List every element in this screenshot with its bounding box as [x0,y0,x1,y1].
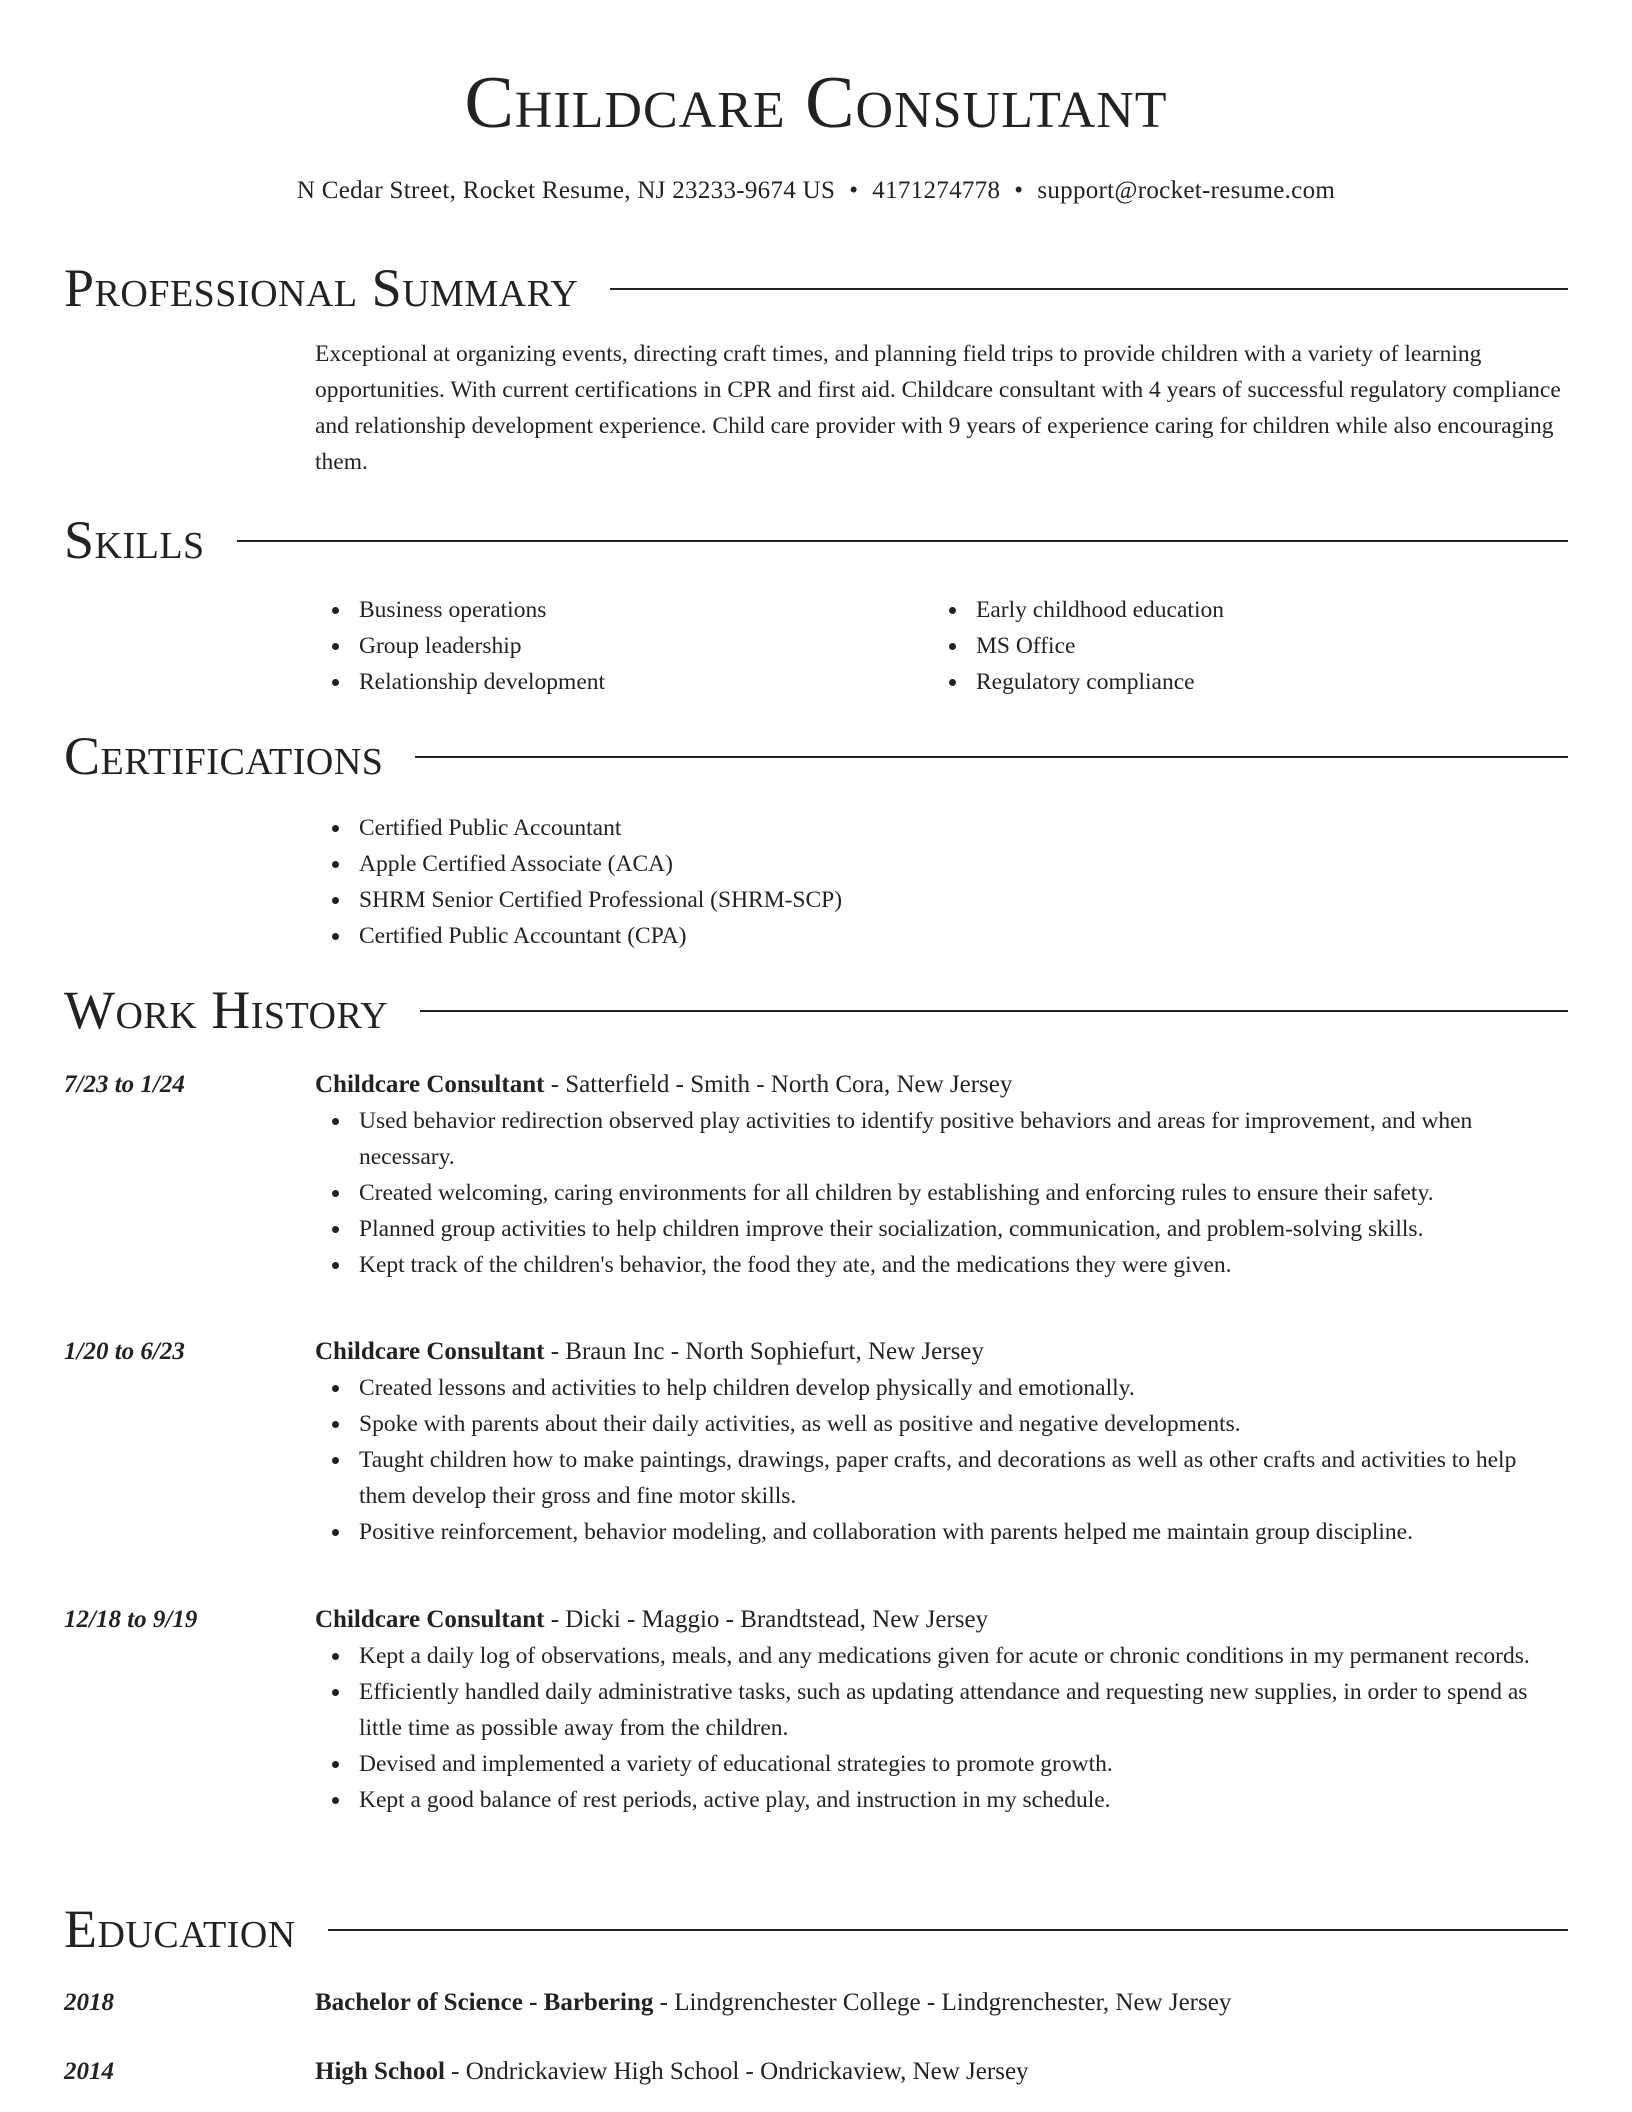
job-bullet: Planned group activities to help children improve their socialization, communication, and problem-solving skills. [315,1211,1568,1247]
education-year: 2014 [64,2058,114,2085]
certifications-section-header [64,724,1568,788]
skill-item: Relationship development [315,664,932,700]
job-dates: 1/20 to 6/23 [64,1338,185,1365]
skill-item: Regulatory compliance [932,664,1549,700]
job-bullet: Positive reinforcement, behavior modeling, and collaboration with parents helped me maintain group discipline. [315,1514,1568,1550]
job-bullet: Created lessons and activities to help children develop physically and emotionally. [315,1370,1568,1406]
skills-title: Skills [64,510,205,570]
skill-item: Early childhood education [932,592,1549,628]
job-role: Childcare Consultant [315,1606,545,1633]
job-role: Childcare Consultant [315,1071,545,1098]
job-bullet: Kept track of the children's behavior, the food they ate, and the medications they were given. [315,1247,1568,1283]
contact-line [64,174,1568,208]
skill-item: Group leadership [315,628,932,664]
contact-address: N Cedar Street, Rocket Resume, NJ 23233-9674 US [296,177,836,204]
job-dates: 12/18 to 9/19 [64,1606,198,1633]
section-divider [415,756,1568,758]
summary-text: Exceptional at organizing events, directing craft times, and planning field trips to provide children with a variety of learning opportunities. With current certifications in CPR and first aid. Childcare consultant with 4 years of successful regulatory compliance and relationship development experience. Child care provider with 9 years of experience caring for children while also encouraging them. [315,341,1561,475]
education-school: - Lindgrenchester College - Lindgrenchester, New Jersey [653,1989,1232,2016]
skill-item: Business operations [315,592,932,628]
skills-column-left [315,592,932,700]
job-entry [315,1334,1568,1550]
job-bullet: Spoke with parents about their daily activities, as well as positive and negative developments. [315,1406,1568,1442]
job-bullet: Efficiently handled daily administrative tasks, such as updating attendance and requesting new supplies, in order to spend as little time as possible away from the children. [315,1674,1568,1746]
job-bullet: Used behavior redirection observed play activities to identify positive behaviors and areas for improvement, and when necessary. [315,1103,1568,1175]
skills-section-header [64,508,1568,572]
skill-item: MS Office [932,628,1549,664]
resume-name: Childcare Consultant [464,62,1168,144]
summary-section-header [64,256,1568,320]
job-bullet: Devised and implemented a variety of educational strategies to promote growth. [315,1746,1568,1782]
education-line [315,1985,1568,2021]
job-employer: - Braun Inc - North Sophiefurt, New Jersey [544,1338,984,1365]
job-bullet: Created welcoming, caring environments for all children by establishing and enforcing rules to ensure their safety. [315,1175,1568,1211]
job-entry [315,1067,1568,1283]
skills-list [315,592,1568,700]
contact-email: support@rocket-resume.com [1037,177,1336,204]
education-title: Education [64,1899,296,1959]
education-degree: High School [315,2058,445,2085]
work-history-section-header [64,978,1568,1042]
job-title-line [315,1067,1568,1103]
job-title-line [315,1602,1568,1638]
education-school: - Ondrickaview High School - Ondrickaview, New Jersey [444,2058,1029,2085]
section-divider [237,540,1568,542]
summary-title: Professional Summary [64,258,579,318]
education-degree: Bachelor of Science - Barbering [315,1989,654,2016]
certifications-list [315,810,1568,954]
work-history-title: Work History [64,980,389,1040]
job-bullet: Kept a daily log of observations, meals, and any medications given for acute or chronic conditions in my permanent records. [315,1638,1568,1674]
education-line [315,2054,1568,2090]
education-year: 2018 [64,1989,114,2016]
section-divider [328,1929,1568,1931]
certification-item: Certified Public Accountant [315,810,1568,846]
job-title-line [315,1334,1568,1370]
certification-item: Apple Certified Associate (ACA) [315,846,1568,882]
certification-item: Certified Public Accountant (CPA) [315,918,1568,954]
certifications-title: Certifications [64,726,384,786]
education-entry [315,2054,1568,2090]
education-section-header [64,1897,1568,1961]
section-divider [420,1010,1568,1012]
job-entry [315,1602,1568,1818]
contact-separator: • [1014,177,1024,204]
job-role: Childcare Consultant [315,1338,545,1365]
certification-item: SHRM Senior Certified Professional (SHRM-SCP) [315,882,1568,918]
job-dates: 7/23 to 1/24 [64,1071,185,1098]
skills-column-right [932,592,1549,700]
education-entry [315,1985,1568,2021]
contact-phone: 4171274778 [872,177,1001,204]
job-bullet: Taught children how to make paintings, drawings, paper crafts, and decorations as well as other crafts and activities to help them develop their gross and fine motor skills. [315,1442,1568,1514]
section-divider [610,288,1568,290]
job-employer: - Satterfield - Smith - North Cora, New Jersey [544,1071,1013,1098]
job-employer: - Dicki - Maggio - Brandtstead, New Jersey [544,1606,989,1633]
job-bullet: Kept a good balance of rest periods, active play, and instruction in my schedule. [315,1782,1568,1818]
contact-separator: • [849,177,859,204]
